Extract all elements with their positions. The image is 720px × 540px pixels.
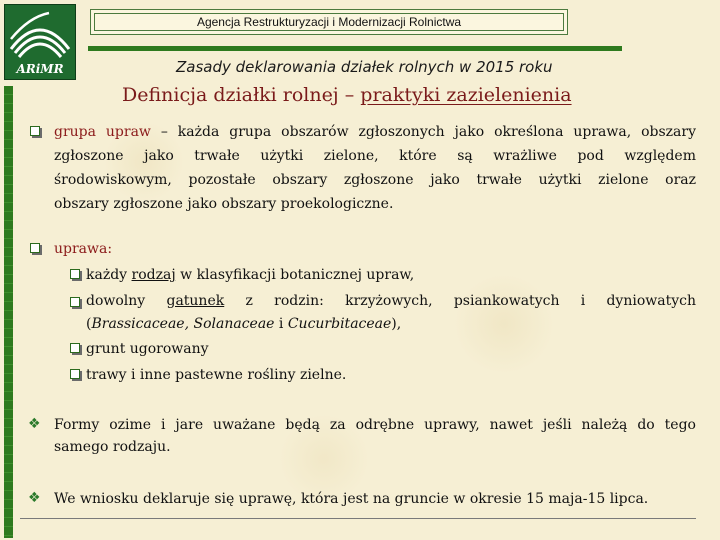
bottom-divider — [20, 518, 696, 519]
term-grupa-upraw: grupa upraw — [54, 124, 151, 140]
text-span: – każda grupa obszarów zgłoszonych jako określona uprawa, obszary — [150, 124, 696, 140]
text-line — [86, 290, 696, 313]
uprawa-sub-gatunek — [86, 290, 696, 336]
top-divider — [88, 46, 622, 51]
left-decorative-bar — [4, 86, 13, 538]
checkbox-bullet-icon — [70, 369, 80, 379]
checkbox-bullet-icon — [70, 269, 80, 279]
text-line: Formy ozime i jare uważane będą za odrębne uprawy, nawet jeśli należą do tego — [54, 417, 696, 433]
checkbox-bullet-icon — [70, 297, 80, 307]
uprawa-sub-trawy: trawy i inne pastewne rośliny zielne. — [86, 367, 347, 383]
checkbox-bullet-icon — [30, 243, 40, 253]
text-line: obszary zgłoszone jako obszary proekologiczne. — [54, 196, 394, 212]
arimr-logo — [4, 4, 76, 80]
wniosek-note: We wniosku deklaruje się uprawę, która jest na gruncie w okresie 15 maja-15 lipca. — [54, 491, 649, 507]
text-line: zgłoszone jako trwałe użytki zielone, które są wrażliwe pod względem — [54, 148, 696, 164]
agency-name: Agencja Restrukturyzacji i Modernizacji Rolnictwa — [196, 15, 462, 29]
text-span: ( — [86, 316, 92, 332]
text-span: każdy — [86, 267, 132, 283]
text-line — [86, 313, 696, 336]
grupa-upraw-definition — [54, 120, 696, 216]
checkbox-bullet-icon — [70, 343, 80, 353]
underlined-word: rodzaj — [131, 267, 176, 283]
text-line: środowiskowym, pozostałe obszary zgłoszone jako trwałe użytki zielone oraz — [54, 172, 696, 188]
agency-banner — [90, 9, 568, 35]
text-span: w klasyfikacji botanicznej upraw, — [175, 267, 415, 283]
text-span: z rodzin: krzyżowych, psiankowatych i dyniowatych — [224, 293, 696, 309]
text-line — [54, 120, 696, 144]
text-span: i — [274, 316, 288, 332]
latin-names: Cucurbitaceae — [287, 316, 392, 332]
title-prefix: Definicja działki rolnej – — [122, 84, 361, 106]
field-rows-icon — [9, 9, 71, 59]
diamond-bullet-icon: ❖ — [28, 416, 41, 432]
page-subtitle: Zasady deklarowania działek rolnych w 2015 roku — [176, 58, 553, 76]
title-underlined: praktyki zazielenienia — [360, 84, 572, 106]
page-title — [122, 84, 572, 106]
underlined-word: gatunek — [166, 293, 225, 309]
latin-names: Brassicaceae, Solanaceae — [91, 316, 275, 332]
text-span: ), — [391, 316, 402, 332]
uprawa-sub-rodzaj — [86, 263, 414, 287]
text-line: samego rodzaju. — [54, 439, 171, 455]
diamond-bullet-icon: ❖ — [28, 490, 41, 506]
uprawa-sub-grunt: grunt ugorowany — [86, 341, 209, 357]
checkbox-bullet-icon — [30, 126, 40, 136]
formy-ozime-note — [54, 414, 696, 458]
term-uprawa: uprawa: — [54, 241, 113, 257]
logo-text: ARiMR — [16, 62, 64, 76]
text-span: dowolny — [86, 293, 167, 309]
